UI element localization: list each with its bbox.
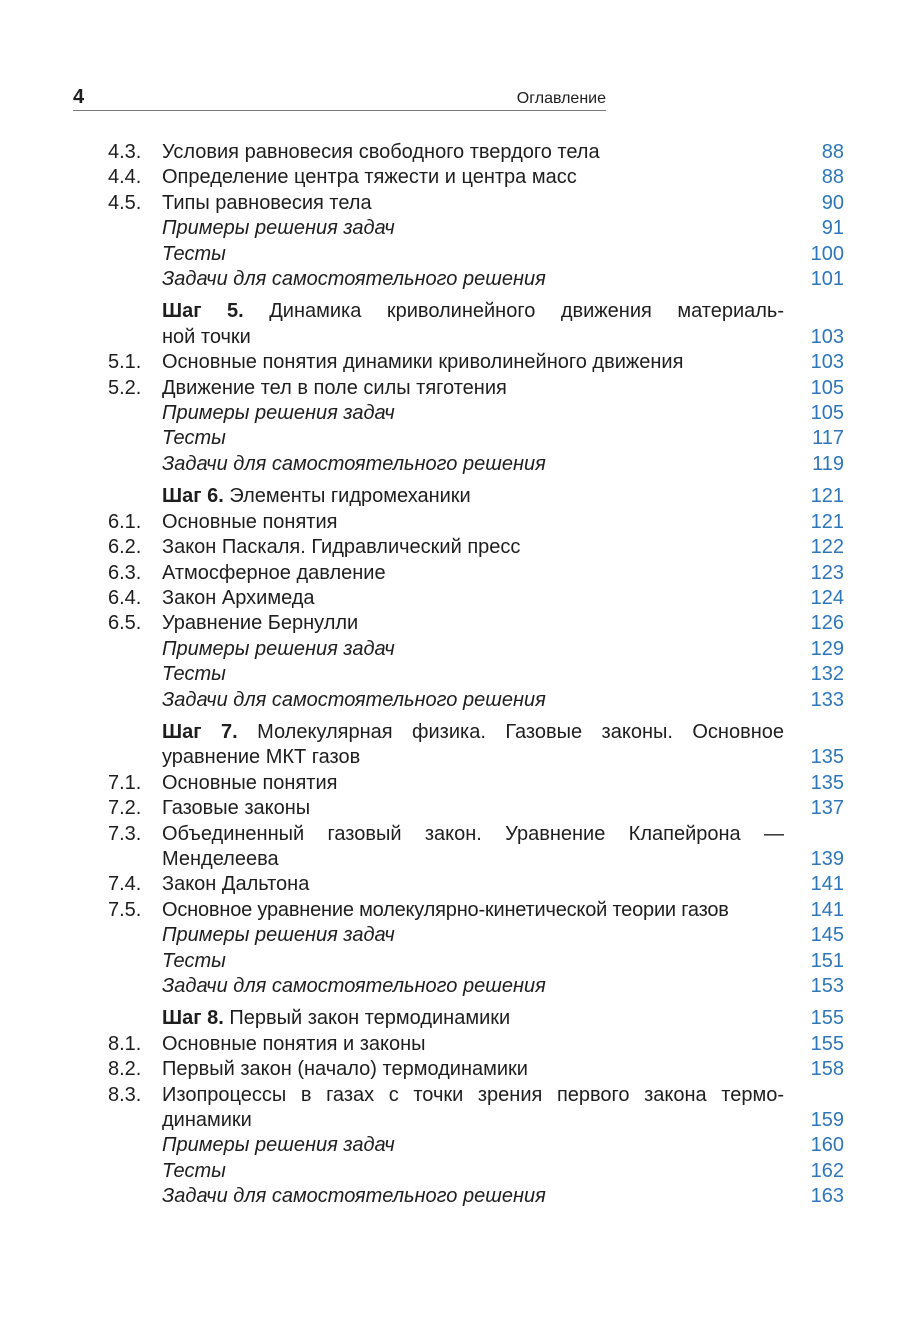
entry-page: 133 bbox=[810, 688, 844, 711]
toc-entry-examples[interactable] bbox=[108, 923, 844, 948]
entry-number: 6.5. bbox=[108, 612, 142, 635]
entry-page: 162 bbox=[810, 1159, 844, 1182]
entry-title: Задачи для самостоятельного решения bbox=[162, 452, 546, 475]
entry-page: 129 bbox=[810, 637, 844, 660]
toc-step-heading[interactable] bbox=[108, 484, 844, 509]
step-title: Первый закон термодинамики bbox=[229, 1007, 511, 1030]
entry-page: 135 bbox=[810, 771, 844, 794]
entry-title: Примеры решения задач bbox=[162, 924, 395, 947]
entry-page: 155 bbox=[810, 1032, 844, 1055]
entry-page: 122 bbox=[810, 536, 844, 559]
entry-title: Типы равновесия тела bbox=[162, 191, 372, 214]
entry-title: Основные понятия и законы bbox=[162, 1032, 426, 1055]
entry-page: 121 bbox=[810, 485, 844, 508]
entry-title: Газовые законы bbox=[162, 797, 311, 820]
page-number: 4 bbox=[73, 86, 85, 108]
toc-entry-tests[interactable] bbox=[108, 1159, 844, 1184]
entry-page: 139 bbox=[810, 847, 844, 870]
entry-page: 132 bbox=[810, 663, 844, 686]
toc-entry[interactable] bbox=[108, 561, 844, 586]
toc-entry[interactable] bbox=[108, 140, 844, 165]
entry-title: Задачи для самостоятельного решения bbox=[162, 1185, 546, 1208]
toc-entry[interactable] bbox=[108, 1057, 844, 1082]
entry-page: 105 bbox=[810, 376, 844, 399]
toc-entry[interactable] bbox=[108, 510, 844, 535]
entry-page: 123 bbox=[810, 561, 844, 584]
toc-step-heading[interactable] bbox=[108, 299, 844, 350]
running-title: Оглавление bbox=[516, 90, 606, 107]
entry-title: Основные понятия динамики криволинейного движения bbox=[162, 351, 684, 374]
toc-entry-exercises[interactable] bbox=[108, 452, 844, 477]
toc-entry-exercises[interactable] bbox=[108, 974, 844, 999]
table-of-contents bbox=[108, 140, 844, 1210]
entry-number: 5.1. bbox=[108, 351, 142, 374]
entry-page: 88 bbox=[821, 166, 844, 189]
entry-page: 124 bbox=[810, 586, 844, 609]
entry-title: Примеры решения задач bbox=[162, 1134, 395, 1157]
toc-entry[interactable] bbox=[108, 611, 844, 636]
entry-title: Закон Паскаля. Гидравлический пресс bbox=[162, 536, 521, 559]
step-title-line2: ной точки bbox=[162, 325, 251, 348]
entry-title: Задачи для самостоятельного решения bbox=[162, 268, 546, 291]
entry-title: Тесты bbox=[162, 242, 226, 265]
entry-title-line2: динамики bbox=[162, 1109, 252, 1132]
toc-entry[interactable] bbox=[108, 898, 844, 923]
entry-number: 7.2. bbox=[108, 797, 142, 820]
entry-title: Определение центра тяжести и центра масс bbox=[162, 166, 577, 189]
entry-page: 88 bbox=[821, 141, 844, 163]
entry-title: Закон Дальтона bbox=[162, 873, 310, 896]
entry-title: Условия равновесия свободного твердого тела bbox=[162, 141, 600, 163]
toc-entry[interactable] bbox=[108, 872, 844, 897]
entry-title: Задачи для самостоятельного решения bbox=[162, 975, 546, 997]
entry-page: 100 bbox=[810, 242, 844, 265]
entry-page: 91 bbox=[821, 217, 844, 240]
toc-entry-tests[interactable] bbox=[108, 949, 844, 974]
entry-page: 126 bbox=[810, 612, 844, 635]
entry-title-line1: Объединенный газовый закон. Уравнение Клапейрона — bbox=[162, 822, 784, 845]
entry-number: 7.3. bbox=[108, 822, 142, 845]
entry-page: 160 bbox=[810, 1134, 844, 1157]
entry-page: 137 bbox=[810, 797, 844, 820]
toc-entry[interactable] bbox=[108, 376, 844, 401]
entry-number: 5.2. bbox=[108, 376, 142, 399]
entry-number: 7.5. bbox=[108, 898, 142, 921]
entry-title: Тесты bbox=[162, 949, 226, 972]
entry-page: 101 bbox=[810, 268, 844, 291]
entry-title: Примеры решения задач bbox=[162, 402, 395, 425]
entry-title: Движение тел в поле силы тяготения bbox=[162, 376, 507, 399]
step-title: Элементы гидромеханики bbox=[229, 485, 471, 508]
entry-title: Основные понятия bbox=[162, 510, 338, 533]
toc-entry[interactable] bbox=[108, 191, 844, 216]
entry-title: Тесты bbox=[162, 663, 226, 686]
toc-entry[interactable] bbox=[108, 535, 844, 560]
toc-entry-tests[interactable] bbox=[108, 242, 844, 267]
entry-number: 7.4. bbox=[108, 873, 142, 896]
entry-page: 90 bbox=[821, 191, 844, 214]
step-label: Шаг 5. bbox=[162, 300, 244, 323]
toc-entry-tests[interactable] bbox=[108, 426, 844, 451]
toc-entry[interactable] bbox=[108, 350, 844, 375]
entry-page: 159 bbox=[810, 1109, 844, 1132]
entry-page: 153 bbox=[810, 975, 844, 997]
entry-number: 4.5. bbox=[108, 191, 142, 214]
page-header bbox=[73, 84, 606, 111]
toc-entry-examples[interactable] bbox=[108, 401, 844, 426]
entry-page: 141 bbox=[810, 898, 844, 921]
entry-number: 8.2. bbox=[108, 1058, 142, 1081]
entry-title-line1: Изопроцессы в газах с точки зрения первого закона термо- bbox=[162, 1083, 784, 1106]
toc-entry-exercises[interactable] bbox=[108, 267, 844, 292]
entry-page: 158 bbox=[810, 1058, 844, 1081]
entry-page: 135 bbox=[810, 746, 844, 769]
toc-entry-exercises[interactable] bbox=[108, 688, 844, 713]
toc-entry-examples[interactable] bbox=[108, 1133, 844, 1158]
entry-number: 6.3. bbox=[108, 561, 142, 584]
step-label: Шаг 6. bbox=[162, 485, 224, 508]
toc-entry-exercises[interactable] bbox=[108, 1184, 844, 1209]
toc-entry-examples[interactable] bbox=[108, 216, 844, 241]
entry-title: Уравнение Бернулли bbox=[162, 612, 359, 635]
entry-number: 6.1. bbox=[108, 510, 142, 533]
entry-title: Основное уравнение молекулярно-кинетической теории газов bbox=[162, 898, 729, 921]
toc-entry[interactable] bbox=[108, 796, 844, 821]
entry-page: 121 bbox=[810, 510, 844, 533]
step-title-line2: уравнение МКТ газов bbox=[162, 746, 361, 769]
entry-page: 119 bbox=[812, 452, 844, 475]
toc-entry[interactable] bbox=[108, 1083, 844, 1134]
step-label: Шаг 7. bbox=[162, 720, 238, 743]
toc-entry[interactable] bbox=[108, 771, 844, 796]
toc-entry-tests[interactable] bbox=[108, 662, 844, 687]
entry-title: Закон Архимеда bbox=[162, 586, 315, 609]
entry-page: 141 bbox=[810, 873, 844, 896]
entry-title: Первый закон (начало) термодинамики bbox=[162, 1058, 528, 1081]
entry-page: 117 bbox=[812, 427, 844, 450]
entry-page: 155 bbox=[810, 1007, 844, 1030]
toc-entry[interactable] bbox=[108, 1032, 844, 1057]
entry-title: Тесты bbox=[162, 1159, 226, 1182]
step-title-line1: Шаг 5. Динамика криволинейного движения материаль- bbox=[162, 300, 785, 323]
step-label: Шаг 8. bbox=[162, 1007, 224, 1030]
entry-number: 4.4. bbox=[108, 166, 142, 189]
entry-number: 7.1. bbox=[108, 771, 142, 794]
entry-title: Тесты bbox=[162, 427, 226, 450]
entry-page: 145 bbox=[810, 924, 844, 947]
entry-number: 8.1. bbox=[108, 1032, 142, 1055]
step-title-line1: Шаг 7. Молекулярная физика. Газовые законы. Основное bbox=[162, 720, 784, 743]
entry-title: Примеры решения задач bbox=[162, 637, 395, 660]
toc-entry[interactable] bbox=[108, 822, 844, 873]
toc-entry-examples[interactable] bbox=[108, 637, 844, 662]
entry-page: 103 bbox=[810, 351, 844, 374]
toc-entry[interactable] bbox=[108, 586, 844, 611]
entry-page: 163 bbox=[810, 1185, 844, 1208]
toc-entry[interactable] bbox=[108, 165, 844, 190]
entry-number: 6.2. bbox=[108, 536, 142, 559]
toc-step-heading[interactable] bbox=[108, 1006, 844, 1031]
entry-title: Атмосферное давление bbox=[162, 561, 386, 584]
entry-page: 103 bbox=[810, 325, 844, 348]
entry-title: Основные понятия bbox=[162, 771, 338, 794]
entry-title: Примеры решения задач bbox=[162, 217, 395, 240]
entry-number: 8.3. bbox=[108, 1083, 142, 1106]
entry-number: 4.3. bbox=[108, 141, 142, 163]
entry-title: Задачи для самостоятельного решения bbox=[162, 688, 546, 711]
entry-number: 6.4. bbox=[108, 586, 142, 609]
toc-step-heading[interactable] bbox=[108, 720, 844, 771]
entry-page: 151 bbox=[810, 949, 844, 972]
entry-title-line2: Менделеева bbox=[162, 847, 279, 870]
entry-page: 105 bbox=[810, 402, 844, 425]
